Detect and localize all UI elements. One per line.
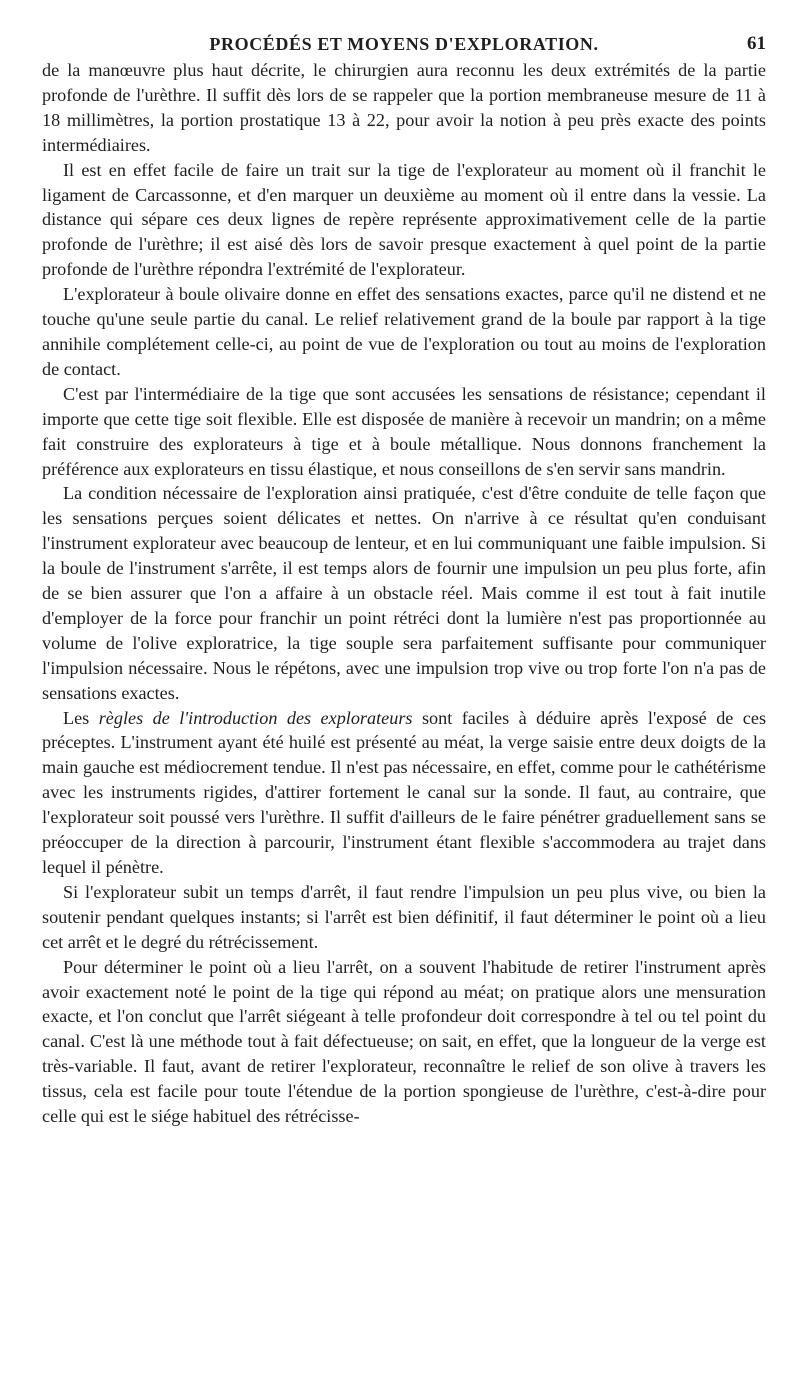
paragraph-6-lead: Les [63,707,90,728]
paragraph-2 [42,158,766,283]
paragraph-3-text: L'explorateur à boule olivaire donne en effet des sensations exactes, parce qu'il ne distend et ne touche qu'une seule partie du canal. Le relief relativement grand de la boule par rapport à la tige annihile complétement celle-ci, au point de vue de l'exploration ou tout au moins de l'exploration de contact. [42,284,766,379]
paragraph-7-text: Si l'explorateur subit un temps d'arrêt, il faut rendre l'impulsion un peu plus vive, ou bien la soutenir pendant quelques instants; si l'arrêt est bien définitif, il faut déterminer le point où a lieu cet arrêt et le degré du rétrécissement. [42,881,766,952]
paragraph-8 [42,955,766,1129]
running-head [42,32,766,56]
paragraph-3 [42,282,766,382]
paragraph-8-text: Pour déterminer le point où a lieu l'arrêt, on a souvent l'habitude de retirer l'instrument après avoir exactement noté le point de la tige qui répond au méat; on pratique alors une mensuration exacte, et l'on conclut que l'arrêt siégeant à telle profondeur doit correspondre à tel ou tel point du canal. C'est là une méthode tout à fait défectueuse; on sait, en effet, que la longueur de la verge est très-variable. Il faut, avant de retirer l'explorateur, reconnaître le relief de son olive à travers les tissus, cela est facile pour toute l'étendue de la portion spongieuse de l'urèthre, c'est-à-dire pour celle qui est le siége habituel des rétrécisse- [42,956,766,1127]
paragraph-1 [42,58,766,158]
paragraph-4-text: C'est par l'intermédiaire de la tige que sont accusées les sensations de résistance; cependant il importe que cette tige soit flexible. Elle est disposée de manière à recevoir un mandrin; on a même fait construire des explorateurs à tige et à boule métallique. Nous donnons franchement la préférence aux explorateurs en tissu élastique, et nous conseillons de s'en servir sans mandrin. [42,383,766,479]
body-text [42,58,766,1129]
page-number: 61 [747,33,766,54]
paragraph-6-text: sont faciles à déduire après l'exposé de ces préceptes. L'instrument ayant été huilé est présenté au méat, la verge saisie entre deux doigts de la main gauche est médiocrement tendue. Il n'est pas nécessaire, en effet, comme pour le cathétérisme avec les instruments rigides, d'attirer fortement le canal sur la sonde. Il faut, au contraire, que l'explorateur soit poussé vers l'urèthre. Il suffit d'ailleurs de le faire pénétrer graduellement sans se préoccuper de la direction à parcourir, l'instrument étant flexible s'accommodera au trajet dans lequel il pénètre. [42,707,767,877]
paragraph-6-italic: règles de l'introduction des explorateurs [98,707,413,728]
paragraph-5-text: La condition nécessaire de l'exploration ainsi pratiquée, c'est d'être conduite de telle façon que les sensations perçues soient délicates et nettes. On n'arrive à ce résultat qu'en conduisant l'instrument explorateur avec beaucoup de lenteur, et en lui communiquant une faible impulsion. Si la boule de l'instrument s'arrête, il est temps alors de fournir une impulsion un peu plus forte, afin de se bien assurer que l'on a affaire à un obstacle réel. Mais comme il est tout à fait inutile d'employer de la force pour franchir un point rétréci dont la lumière n'est pas proportionnée au volume de l'olive exploratrice, la tige souple sera parfaitement suffisante pour communiquer l'impulsion nécessaire. Nous le répétons, avec une impulsion trop vive ou trop forte l'on n'a pas de sensations exactes. [42,483,766,703]
paragraph-4 [42,382,766,482]
running-title: PROCÉDÉS ET MOYENS D'EXPLORATION. [209,34,599,54]
paragraph-1-text: de la manœuvre plus haut décrite, le chirurgien aura reconnu les deux extrémités de la partie profonde de l'urèthre. Il suffit dès lors de se rappeler que la portion membraneuse mesure de 11 à 18 millimètres, la portion prostatique 13 à 22, pour avoir la notion à peu près exacte des points intermédiaires. [42,60,766,155]
paragraph-6 [42,706,766,880]
paragraph-2-text: Il est en effet facile de faire un trait sur la tige de l'explorateur au moment où il franchit le ligament de Carcassonne, et d'en marquer un deuxième au moment où il entre dans la vessie. La distance qui sépare ces deux lignes de repère représente approximativement celle de la partie profonde de l'urèthre; il est aisé dès lors de savoir presque exactement à quel point de la partie profonde de l'urèthre répondra l'extrémité de l'explorateur. [42,159,766,280]
paragraph-7 [42,880,766,955]
paragraph-5 [42,481,766,705]
